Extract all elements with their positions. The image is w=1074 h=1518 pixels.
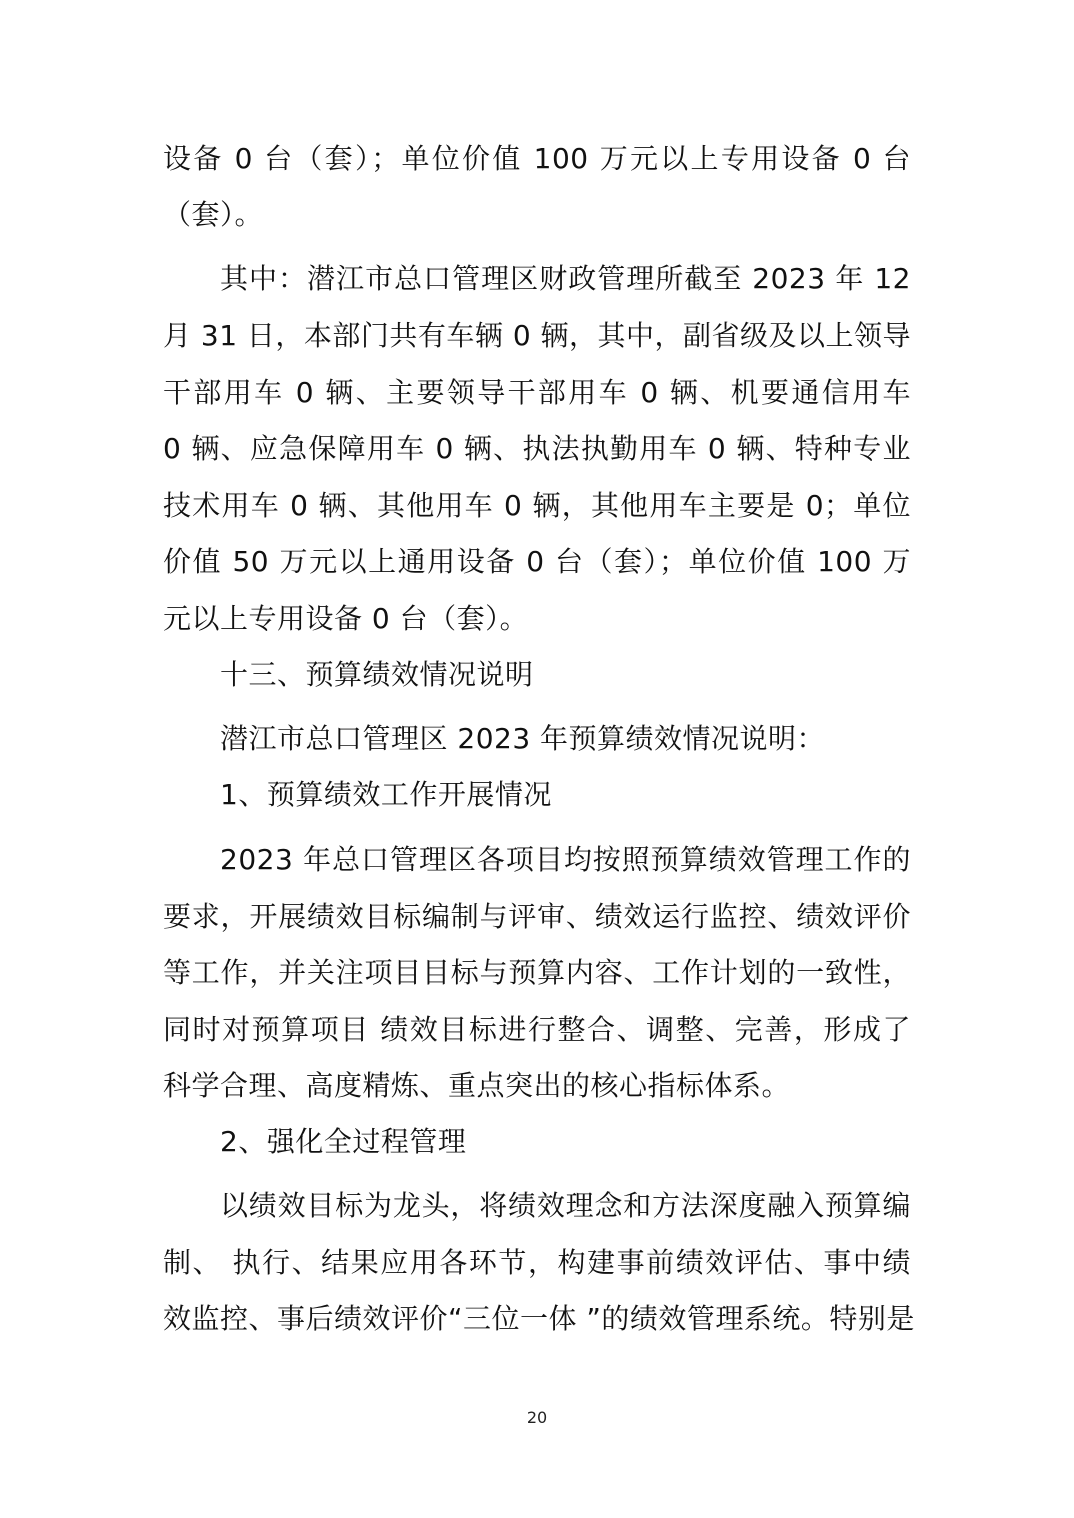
body-line-7: 技术用车 0 辆、其他用车 0 辆，其他用车主要是 0；单位 bbox=[163, 489, 911, 522]
body-line-1: 设备 0 台（套）；单位价值 100 万元以上专用设备 0 台 bbox=[163, 142, 911, 175]
body-line-21: 效监控、事后绩效评价“三位一体 ”的绩效管理系统。特别是 bbox=[163, 1302, 915, 1335]
subheading-2: 2、强化全过程管理 bbox=[220, 1125, 467, 1158]
body-line-20: 制、 执行、结果应用各环节，构建事前绩效评估、事中绩 bbox=[163, 1246, 911, 1279]
body-line-2: （套）。 bbox=[163, 198, 264, 231]
body-line-17: 科学合理、高度精炼、重点突出的核心指标体系。 bbox=[163, 1069, 791, 1102]
page-number: 20 bbox=[526, 1408, 548, 1427]
body-line-5: 干部用车 0 辆、主要领导干部用车 0 辆、机要通信用车 bbox=[163, 376, 911, 409]
body-line-9: 元以上专用设备 0 台（套）。 bbox=[163, 602, 529, 635]
body-line-19: 以绩效目标为龙头，将绩效理念和方法深度融入预算编 bbox=[220, 1189, 911, 1222]
section-heading: 十三、预算绩效情况说明 bbox=[220, 658, 534, 691]
body-line-8: 价值 50 万元以上通用设备 0 台（套）；单位价值 100 万 bbox=[163, 545, 911, 578]
body-line-13: 2023 年总口管理区各项目均按照预算绩效管理工作的 bbox=[220, 843, 911, 876]
body-line-15: 等工作，并关注项目目标与预算内容、工作计划的一致性， bbox=[163, 956, 911, 989]
section-intro: 潜江市总口管理区 2023 年预算绩效情况说明： bbox=[220, 722, 826, 755]
body-line-6: 0 辆、应急保障用车 0 辆、执法执勤用车 0 辆、特种专业 bbox=[163, 432, 911, 465]
body-line-14: 要求，开展绩效目标编制与评审、绩效运行监控、绩效评价 bbox=[163, 900, 911, 933]
body-line-16: 同时对预算项目 绩效目标进行整合、调整、完善，形成了 bbox=[163, 1013, 911, 1046]
body-line-4: 月 31 日，本部门共有车辆 0 辆，其中，副省级及以上领导 bbox=[163, 319, 912, 352]
subheading-1: 1、预算绩效工作开展情况 bbox=[220, 778, 552, 811]
body-line-3: 其中：潜江市总口管理区财政管理所截至 2023 年 12 bbox=[220, 262, 911, 295]
